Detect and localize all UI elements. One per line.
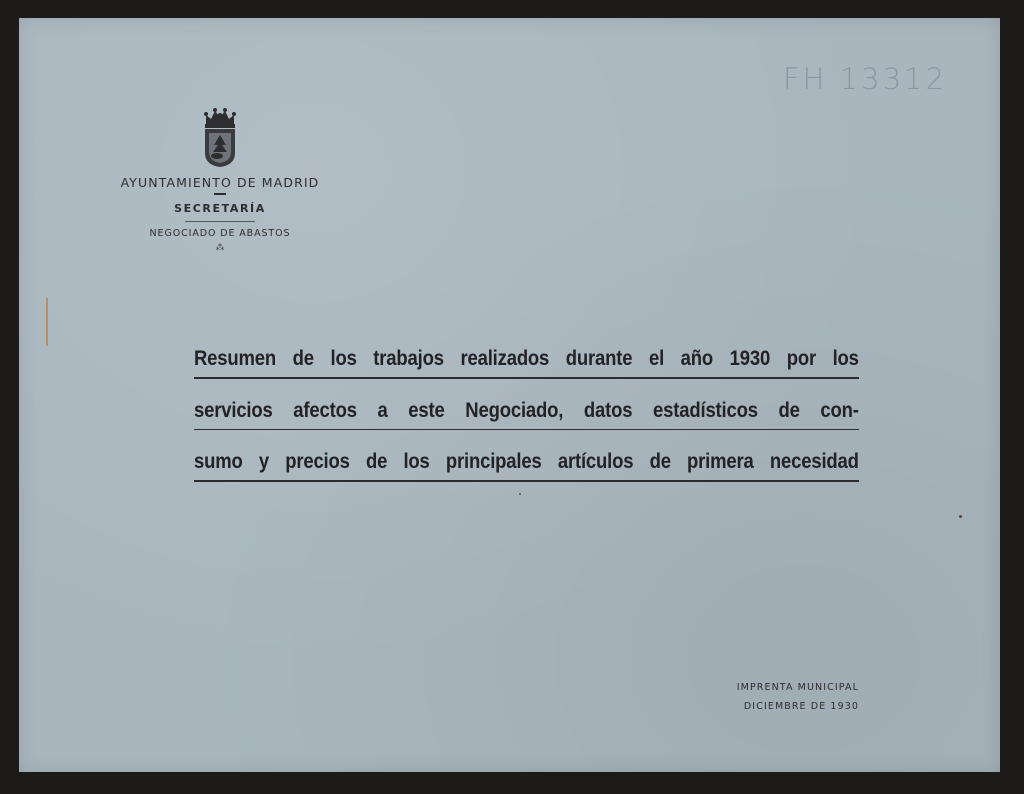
title-line-3: sumo y precios de los principales artículos de primera necesidad	[194, 449, 859, 474]
paper-speck	[519, 493, 521, 495]
imprint	[689, 678, 859, 716]
department-name: SECRETARÍA	[174, 201, 266, 215]
title-underline-2	[194, 429, 859, 431]
letterhead	[100, 175, 340, 253]
handwritten-catalog-number: FH 13312	[783, 62, 947, 96]
title-underline-1	[194, 377, 859, 379]
printer-name: IMPRENTA MUNICIPAL	[736, 682, 859, 693]
document-cover	[19, 18, 1000, 772]
title-underline-3	[194, 480, 859, 482]
ornament-flourish: ⁂	[215, 242, 225, 253]
organization-name: AYUNTAMIENTO DE MADRID	[120, 175, 320, 190]
letterhead-divider	[214, 193, 226, 195]
paper-edge-stain	[46, 298, 48, 346]
paper-speck	[959, 515, 962, 518]
title-line-1: Resumen de los trabajos realizados durante el año 1930 por los	[194, 346, 859, 370]
document-title	[194, 340, 859, 495]
title-line-2: servicios afectos a este Negociado, datos estadísticos de con-	[194, 397, 859, 422]
print-date: DICIEMBRE DE 1930	[743, 701, 859, 712]
letterhead-divider-2	[185, 221, 255, 222]
unit-name: NEGOCIADO DE ABASTOS	[149, 227, 291, 239]
madrid-coat-of-arms-icon	[200, 105, 240, 169]
